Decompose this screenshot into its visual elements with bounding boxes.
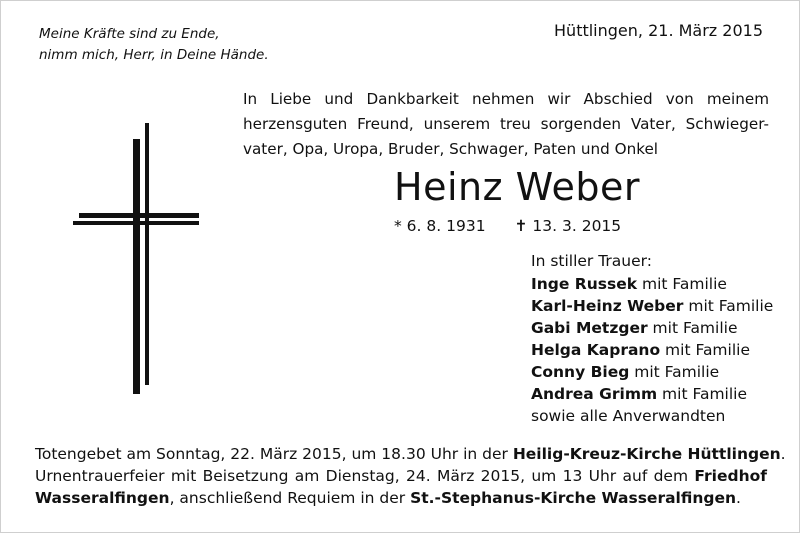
service-details (35, 443, 786, 509)
prayer-line (35, 443, 786, 465)
motto-line-2: nimm mich, Herr, in Deine Hände. (39, 47, 269, 63)
motto-line-1: Meine Kräfte sind zu Ende, (39, 26, 220, 42)
requiem-church: St.-Stephanus-Kirche Wasseralfingen (410, 489, 737, 507)
mourner-row (531, 317, 773, 339)
requiem-line (35, 487, 767, 509)
mourner-name: Andrea Grimm (531, 385, 658, 403)
funeral-cemetery: Friedhof (694, 467, 767, 485)
mourner-name: Inge Russek (531, 275, 638, 293)
mourner-row (531, 273, 773, 295)
mourner-row (531, 383, 773, 405)
mourner-suffix: mit Familie (637, 275, 727, 293)
mourner-suffix: mit Familie (660, 341, 750, 359)
mourner-row (531, 339, 773, 361)
deceased-name: Heinz Weber (394, 165, 640, 209)
farewell-text (243, 87, 769, 162)
place-date: Hüttlingen, 21. März 2015 (554, 21, 763, 40)
mourner-row (531, 295, 773, 317)
cross-icon (71, 121, 211, 396)
farewell-line-3: vater, Opa, Uropa, Bruder, Schwager, Paten und Onkel (243, 140, 659, 158)
funeral-text: Urnentrauerfeier mit Beisetzung am Dienstag, 24. März 2015, um 13 Uhr auf dem (35, 467, 695, 485)
mourners-list (531, 250, 773, 427)
farewell-line-1: In Liebe und Dankbarkeit nehmen wir Abschied von meinem (243, 90, 769, 108)
mourner-name: Conny Bieg (531, 363, 630, 381)
mourner-name: Helga Kaprano (531, 341, 661, 359)
requiem-text: , anschließend Requiem in der (169, 489, 411, 507)
mourner-row (531, 361, 773, 383)
mourner-suffix: mit Familie (657, 385, 748, 403)
mourner-suffix: mit Familie (647, 319, 738, 337)
prayer-text: Totengebet am Sonntag, 22. März 2015, um 18.30 Uhr in der (35, 445, 513, 463)
farewell-line-2: herzensguten Freund, unserem treu sorgenden Vater, Schwieger- (243, 115, 769, 133)
prayer-church: Heilig-Kreuz-Kirche Hüttlingen (512, 445, 781, 463)
mourner-suffix: mit Familie (683, 297, 774, 315)
birth-date: * 6. 8. 1931 (394, 217, 486, 235)
life-dates (394, 217, 645, 235)
mourning-heading: In stiller Trauer: (531, 252, 652, 270)
death-date: ✝ 13. 3. 2015 (514, 217, 622, 235)
mourner-name: Gabi Metzger (531, 319, 648, 337)
prayer-end: . (780, 445, 786, 463)
mourner-suffix: mit Familie (629, 363, 720, 381)
mourner-name: Karl-Heinz Weber (531, 297, 684, 315)
relatives-line: sowie alle Anverwandten (531, 407, 726, 425)
cemetery-place: Wasseralfingen (35, 489, 170, 507)
requiem-end: . (736, 489, 741, 507)
motto-verse (39, 24, 269, 66)
funeral-line (35, 465, 767, 487)
